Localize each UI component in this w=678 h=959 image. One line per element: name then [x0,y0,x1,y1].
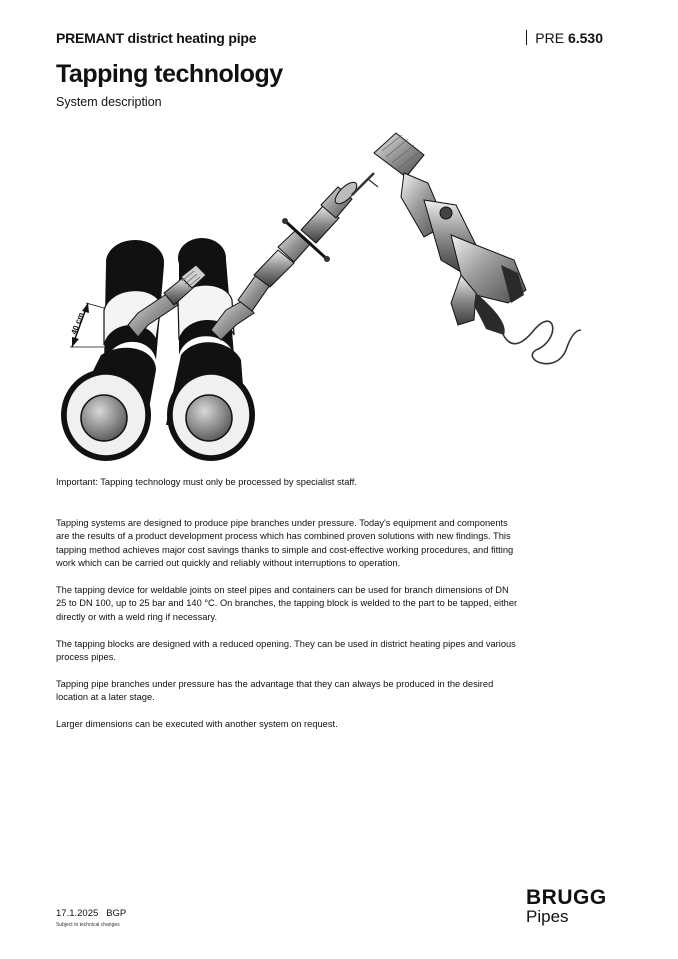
paragraph: The tapping blocks are designed with a reduced opening. They can be used in district heating pipes and various process pipes. [56,638,516,663]
dimension-label: 40 cm [69,311,86,336]
paragraph: The tapping device for weldable joints on steel pipes and containers can be used for branch dimensions of DN 25 to DN 100, up to 25 bar and 140 °C. On branches, the tapping block is welded to the part to be tapped, either directly or with a weld ring if necessary. [56,585,518,622]
header-product-name: PREMANT district heating pipe [56,30,257,46]
header-code-prefix: PRE [535,30,565,46]
header-code-number: 6.530 [567,30,603,46]
brand-logo-sub: Pipes [526,907,569,926]
paragraph: Larger dimensions can be executed with another system on request. [56,719,338,730]
page-title: Tapping technology [56,60,283,88]
header-document-code [526,30,603,46]
footer-company: BGP [106,908,127,919]
header-divider [526,30,527,45]
brand-logo-name: BRUGG [526,886,607,909]
footer-date-value: 17.1.2025 [56,908,99,919]
page-subtitle: System description [56,95,162,109]
paragraph: Tapping systems are designed to produce pipe branches under pressure. Today's equipment and components are the results of a product development process which has combined proven solutions with new findings. This tapping method achieves major cost savings thanks to simple and cost-effective working procedures, and fitting work which can be carried out quickly and reliably without interruptions to operation. [56,518,514,569]
right-pipe [166,238,255,461]
footer-date [56,908,126,919]
tapping-device-illustration [56,125,586,475]
body-text [56,517,521,745]
dimension-marker [69,303,104,347]
tapping-device [211,173,378,340]
power-cable [501,321,581,364]
footer-disclaimer: Subject to technical changes [56,922,120,928]
left-pipe [61,240,164,461]
paragraph: Tapping pipe branches under pressure has the advantage that they can always be produced in the desired location at a later stage. [56,678,494,703]
important-note: Important: Tapping technology must only be processed by specialist staff. [56,477,357,487]
drill-motor [374,133,526,335]
